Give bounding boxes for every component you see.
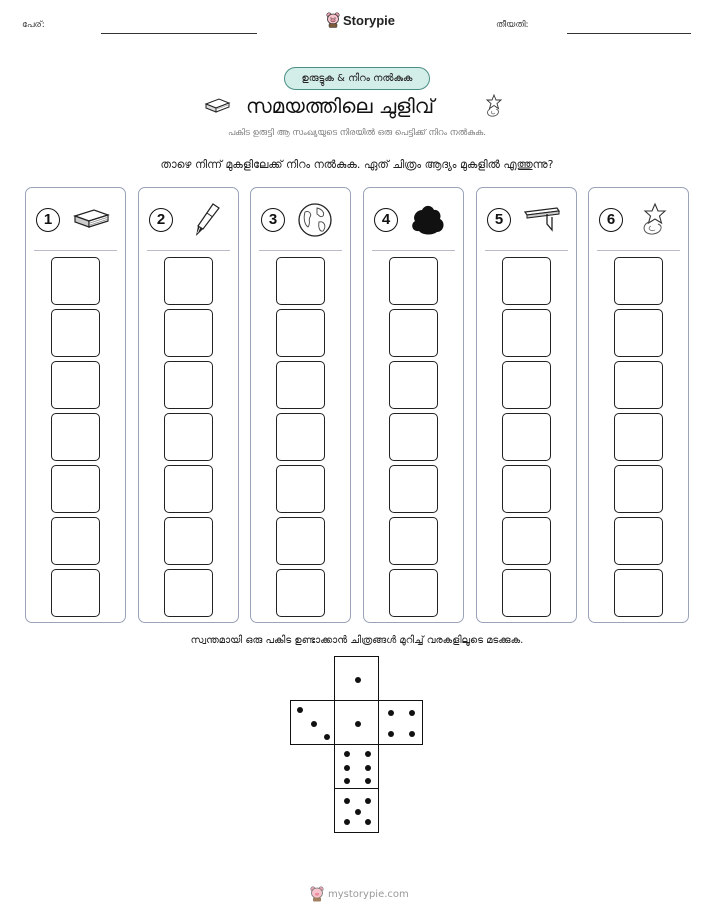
name-label: പേര്: bbox=[22, 20, 45, 30]
column-number: 5 bbox=[487, 208, 511, 232]
globe-icon bbox=[295, 202, 337, 238]
dice-pip bbox=[365, 819, 371, 825]
column-header bbox=[149, 202, 229, 238]
dice-pip bbox=[355, 721, 361, 727]
dice-pip bbox=[388, 710, 394, 716]
dice-pip bbox=[409, 710, 415, 716]
column-5 bbox=[476, 187, 577, 623]
color-box[interactable] bbox=[614, 413, 663, 461]
color-box[interactable] bbox=[389, 517, 438, 565]
column-header bbox=[261, 202, 341, 238]
book-icon bbox=[70, 202, 112, 238]
color-box[interactable] bbox=[51, 361, 100, 409]
dice-pip bbox=[365, 751, 371, 757]
ink-blot-icon bbox=[408, 202, 450, 238]
color-box[interactable] bbox=[51, 257, 100, 305]
color-box[interactable] bbox=[164, 257, 213, 305]
dice-face bbox=[334, 744, 379, 789]
instruction-text: താഴെ നിന്ന് മുകളിലേക്ക് നിറം നൽകുക. ഏത് ചിത്രം ആദ്യം മുകളിൽ എത്തുന്നു? bbox=[160, 158, 554, 171]
color-box[interactable] bbox=[164, 413, 213, 461]
dice-pip bbox=[355, 677, 361, 683]
color-box[interactable] bbox=[164, 517, 213, 565]
date-line[interactable] bbox=[567, 33, 691, 34]
color-box[interactable] bbox=[276, 413, 325, 461]
color-box[interactable] bbox=[502, 361, 551, 409]
color-box[interactable] bbox=[389, 413, 438, 461]
footer-url: mystorypie.com bbox=[328, 888, 409, 900]
color-box[interactable] bbox=[389, 569, 438, 617]
color-box[interactable] bbox=[614, 361, 663, 409]
column-divider bbox=[259, 250, 342, 251]
dice-pip bbox=[311, 721, 317, 727]
brand-logo bbox=[326, 12, 395, 28]
footer bbox=[310, 886, 409, 902]
column-header bbox=[599, 202, 679, 238]
activity-badge: ഉരുട്ടുക & നിറം നൽകുക bbox=[284, 67, 430, 90]
column-divider bbox=[372, 250, 455, 251]
column-header bbox=[36, 202, 116, 238]
dice-pip bbox=[324, 734, 330, 740]
color-box[interactable] bbox=[51, 517, 100, 565]
dice-pip bbox=[365, 798, 371, 804]
color-box[interactable] bbox=[276, 361, 325, 409]
column-number: 1 bbox=[36, 208, 60, 232]
dice-face bbox=[334, 788, 379, 833]
dice-face bbox=[334, 700, 379, 745]
column-6 bbox=[588, 187, 689, 623]
page-title: സമയത്തിലെ ചുളിവ് bbox=[246, 94, 435, 118]
column-divider bbox=[597, 250, 680, 251]
column-3 bbox=[250, 187, 351, 623]
color-box[interactable] bbox=[502, 569, 551, 617]
title-row bbox=[0, 92, 714, 122]
column-number: 4 bbox=[374, 208, 398, 232]
dice-pip bbox=[365, 765, 371, 771]
color-box[interactable] bbox=[502, 517, 551, 565]
color-box[interactable] bbox=[614, 309, 663, 357]
shooting-star-icon bbox=[482, 93, 506, 119]
color-box[interactable] bbox=[276, 517, 325, 565]
color-box[interactable] bbox=[614, 569, 663, 617]
column-2 bbox=[138, 187, 239, 623]
dice-pip bbox=[344, 798, 350, 804]
dice-pip bbox=[409, 731, 415, 737]
column-1 bbox=[25, 187, 126, 623]
column-number: 3 bbox=[261, 208, 285, 232]
dice-face bbox=[378, 700, 423, 745]
color-box[interactable] bbox=[389, 309, 438, 357]
color-box[interactable] bbox=[51, 465, 100, 513]
color-box[interactable] bbox=[502, 413, 551, 461]
shelf-icon bbox=[521, 202, 563, 238]
color-box[interactable] bbox=[614, 517, 663, 565]
color-box[interactable] bbox=[502, 309, 551, 357]
column-number: 2 bbox=[149, 208, 173, 232]
dice-pip bbox=[355, 809, 361, 815]
dice-pip bbox=[344, 751, 350, 757]
color-box[interactable] bbox=[164, 465, 213, 513]
dice-pip bbox=[365, 778, 371, 784]
color-box[interactable] bbox=[276, 257, 325, 305]
color-box[interactable] bbox=[164, 309, 213, 357]
column-header bbox=[374, 202, 454, 238]
column-header bbox=[487, 202, 567, 238]
color-box[interactable] bbox=[164, 569, 213, 617]
dice-face bbox=[334, 656, 379, 701]
color-box[interactable] bbox=[276, 465, 325, 513]
subtitle: പകിട ഉരുട്ടി ആ സംഖ്യയുടെ നിരയിൽ ഒരു പെട്ടിക്ക് നിറം നൽകുക. bbox=[228, 128, 486, 138]
color-box[interactable] bbox=[389, 465, 438, 513]
color-box[interactable] bbox=[389, 361, 438, 409]
column-4 bbox=[363, 187, 464, 623]
color-box[interactable] bbox=[51, 569, 100, 617]
dice-pip bbox=[344, 778, 350, 784]
color-box[interactable] bbox=[389, 257, 438, 305]
dice-pip bbox=[297, 707, 303, 713]
brand-name: Storypie bbox=[343, 12, 396, 28]
color-box[interactable] bbox=[614, 257, 663, 305]
column-divider bbox=[34, 250, 117, 251]
column-number: 6 bbox=[599, 208, 623, 232]
dice-pip bbox=[388, 731, 394, 737]
shooting-star-icon bbox=[633, 202, 675, 238]
color-box[interactable] bbox=[51, 413, 100, 461]
color-box[interactable] bbox=[276, 309, 325, 357]
dice-pip bbox=[344, 819, 350, 825]
book-icon bbox=[203, 96, 231, 116]
pig-mascot-icon bbox=[310, 886, 324, 902]
dice-instruction: സ്വന്തമായി ഒരു പകിട ഉണ്ടാക്കാൻ ചിത്രങ്ങൾ മുറിച്ച് വരകളിലൂടെ മടക്കുക. bbox=[190, 635, 524, 646]
date-label: തീയതി: bbox=[496, 20, 529, 30]
dice-face bbox=[290, 700, 335, 745]
color-box[interactable] bbox=[51, 309, 100, 357]
color-box[interactable] bbox=[502, 465, 551, 513]
pig-mascot-icon bbox=[326, 12, 340, 28]
column-divider bbox=[485, 250, 568, 251]
color-box[interactable] bbox=[164, 361, 213, 409]
dice-pip bbox=[344, 765, 350, 771]
name-line[interactable] bbox=[101, 33, 257, 34]
color-box[interactable] bbox=[276, 569, 325, 617]
color-box[interactable] bbox=[614, 465, 663, 513]
column-divider bbox=[147, 250, 230, 251]
color-box[interactable] bbox=[502, 257, 551, 305]
fountain-pen-icon bbox=[183, 202, 225, 238]
